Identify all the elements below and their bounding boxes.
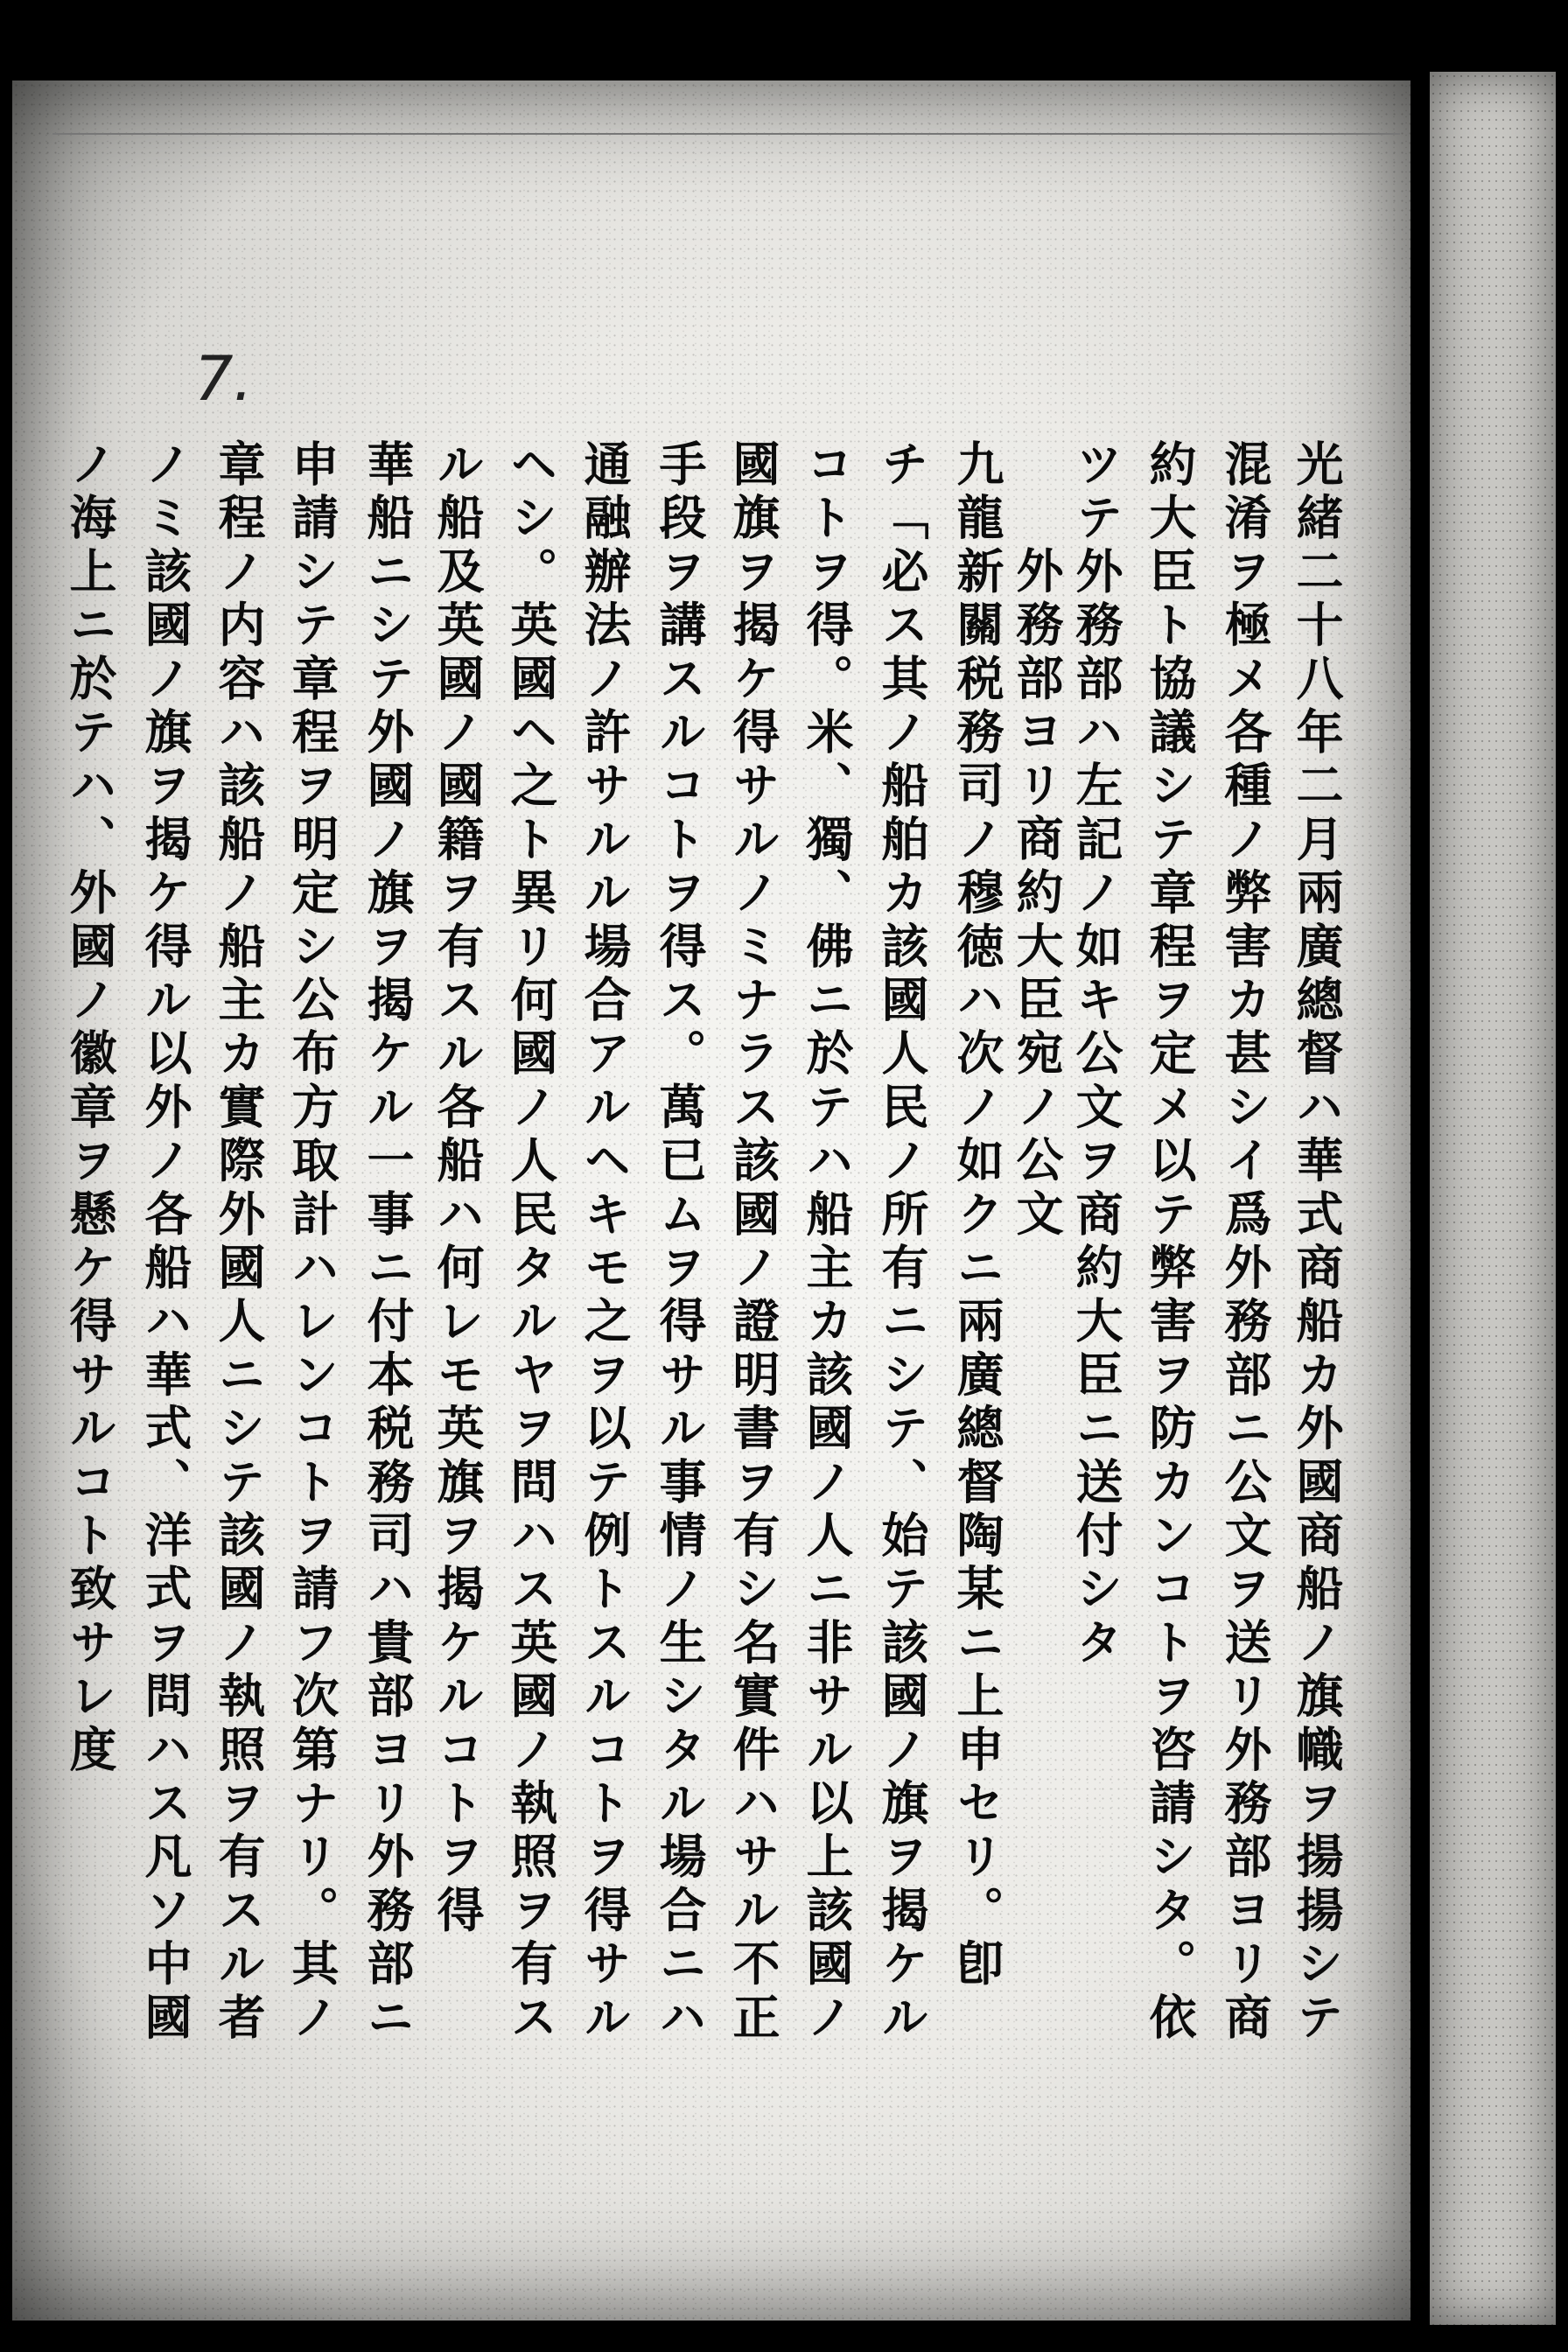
- text-column: 申請シテ章程ヲ明定シ公布方取計ハレンコトヲ請フ次第ナリ。其ノ: [284, 439, 340, 2046]
- text-column: ル船及英國ノ國籍ヲ有スル各船ハ何レモ英旗ヲ揭ケルコトヲ得: [430, 439, 486, 1939]
- text-column: ノミ該國ノ旗ヲ揭ケ得ル以外ノ各船ハ華式、洋式ヲ問ハス凡ソ中國: [137, 439, 193, 2046]
- text-column: 通融辦法ノ許サルル場合アルヘキモ之ヲ以テ例トスルコトヲ得サル: [577, 439, 633, 2046]
- text-column: 章程ノ内容ハ該船ノ船主カ實際外國人ニシテ該國ノ執照ヲ有スル者: [211, 439, 267, 2046]
- section-heading: 外務部ヨリ商約大臣宛ノ公文: [1009, 546, 1065, 1242]
- text-column: 約大臣ト協議シテ章程ヲ定メ以テ弊害ヲ防カンコトヲ咨請シタ。依: [1142, 439, 1198, 2046]
- text-column: 混淆ヲ極メ各種ノ弊害カ甚シイ爲外務部ニ公文ヲ送リ外務部ヨリ商: [1217, 439, 1273, 2046]
- book-spine: [1410, 61, 1430, 2328]
- text-column: 光緒二十八年二月兩廣總督ハ華式商船カ外國商船ノ旗幟ヲ揚揚シテ: [1289, 439, 1345, 2046]
- text-column: チ「必ス其ノ船舶カ該國人民ノ所有ニシテ、始テ該國ノ旗ヲ揭ケル: [874, 439, 930, 2046]
- facing-page-edge: [1430, 72, 1556, 2325]
- text-column: 手段ヲ講スルコトヲ得ス。萬已ムヲ得サル事情ノ生シタル場合ニハ: [652, 439, 708, 2046]
- text-column: ツテ外務部ハ左記ノ如キ公文ヲ商約大臣ニ送付シタ: [1068, 439, 1124, 1671]
- text-column: 九龍新關税務司ノ穆徳ハ次ノ如クニ兩廣總督陶某ニ上申セリ。卽: [949, 439, 1005, 1992]
- page-number: 7.: [194, 343, 253, 415]
- text-column: 華船ニシテ外國ノ旗ヲ揭ケル一事ニ付本税務司ハ貴部ヨリ外務部ニ: [360, 439, 416, 2046]
- top-rule-line: [52, 133, 1400, 135]
- text-column: 國旗ヲ揭ケ得サルノミナラス該國ノ證明書ヲ有シ名實件ハサル不正: [725, 439, 781, 2046]
- text-column: コトヲ得。米、獨、佛ニ於テハ船主カ該國ノ人ニ非サル以上該國ノ: [799, 439, 855, 2046]
- text-column: ノ海上ニ於テハ、外國ノ徽章ヲ懸ケ得サルコト致サレ度: [62, 439, 118, 1778]
- text-column: ヘシ。英國ヘ之ト異リ何國ノ人民タルヤヲ問ハス英國ノ執照ヲ有ス: [503, 439, 559, 2046]
